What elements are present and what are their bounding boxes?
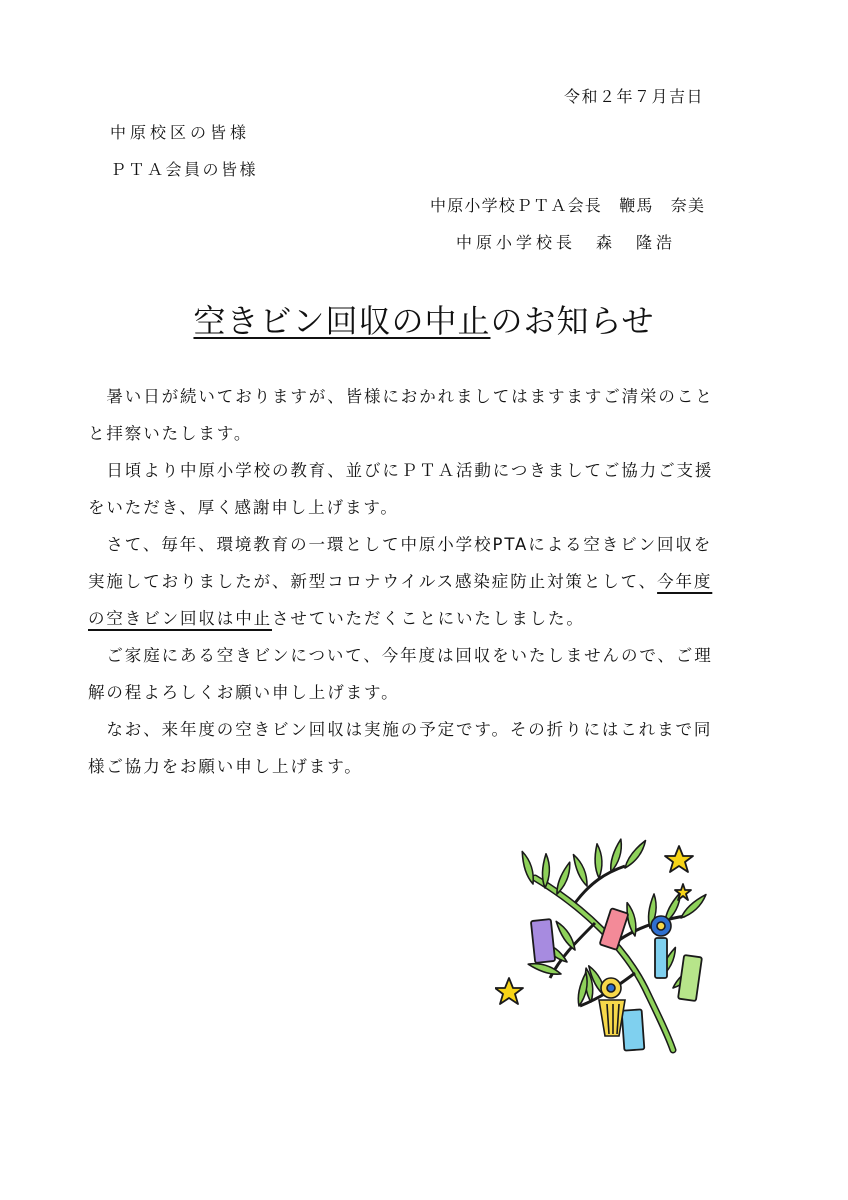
body-text: 実施しておりましたが、新型コロナウイルス感染症防止対策として、 (88, 572, 658, 591)
sender-pta-president: 中原小学校ＰＴＡ会長 鞭馬 奈美 (430, 196, 706, 215)
body-line: ご家庭にある空きビンについて、今年度は回収をいたしませんので、ご理 (88, 646, 713, 665)
addressee-pta-members: ＰＴＡ会員の皆様 (110, 160, 259, 179)
body-line (88, 563, 764, 600)
body-line: 様ご協力をお願い申し上げます。 (88, 757, 363, 776)
body-line: さて、毎年、環境教育の一環として中原小学校PTAによる空きビン回収を (88, 535, 713, 554)
body-line: 暑い日が続いておりますが、皆様におかれましてはますますご清栄のこと (88, 387, 714, 406)
emphasis-underline: 今年度 (657, 572, 713, 591)
addressee-district: 中原校区の皆様 (110, 123, 251, 142)
letter-body (88, 378, 764, 785)
body-text: させていただくことにいたしました。 (272, 609, 585, 628)
title-underlined: 空きビン回収の中止 (193, 302, 491, 340)
body-line: と拝察いたします。 (88, 424, 253, 443)
body-line (88, 600, 764, 637)
letter-date: 令和２年７月吉日 (564, 87, 705, 106)
emphasis-underline: の空きビン回収は中止 (88, 609, 272, 628)
sender-principal: 中原小学校長 森 隆浩 (456, 233, 677, 252)
page-title (0, 296, 848, 342)
tanabata-bamboo-icon (495, 838, 720, 1058)
body-line: をいただき、厚く感謝申し上げます。 (88, 498, 399, 517)
body-line: 日頃より中原小学校の教育、並びにＰＴＡ活動につきましてご協力ご支援 (88, 461, 714, 480)
body-line: 解の程よろしくお願い申し上げます。 (88, 683, 400, 702)
body-line: なお、来年度の空きビン回収は実施の予定です。その折りにはこれまで同 (88, 720, 713, 739)
title-rest: のお知らせ (490, 302, 655, 340)
